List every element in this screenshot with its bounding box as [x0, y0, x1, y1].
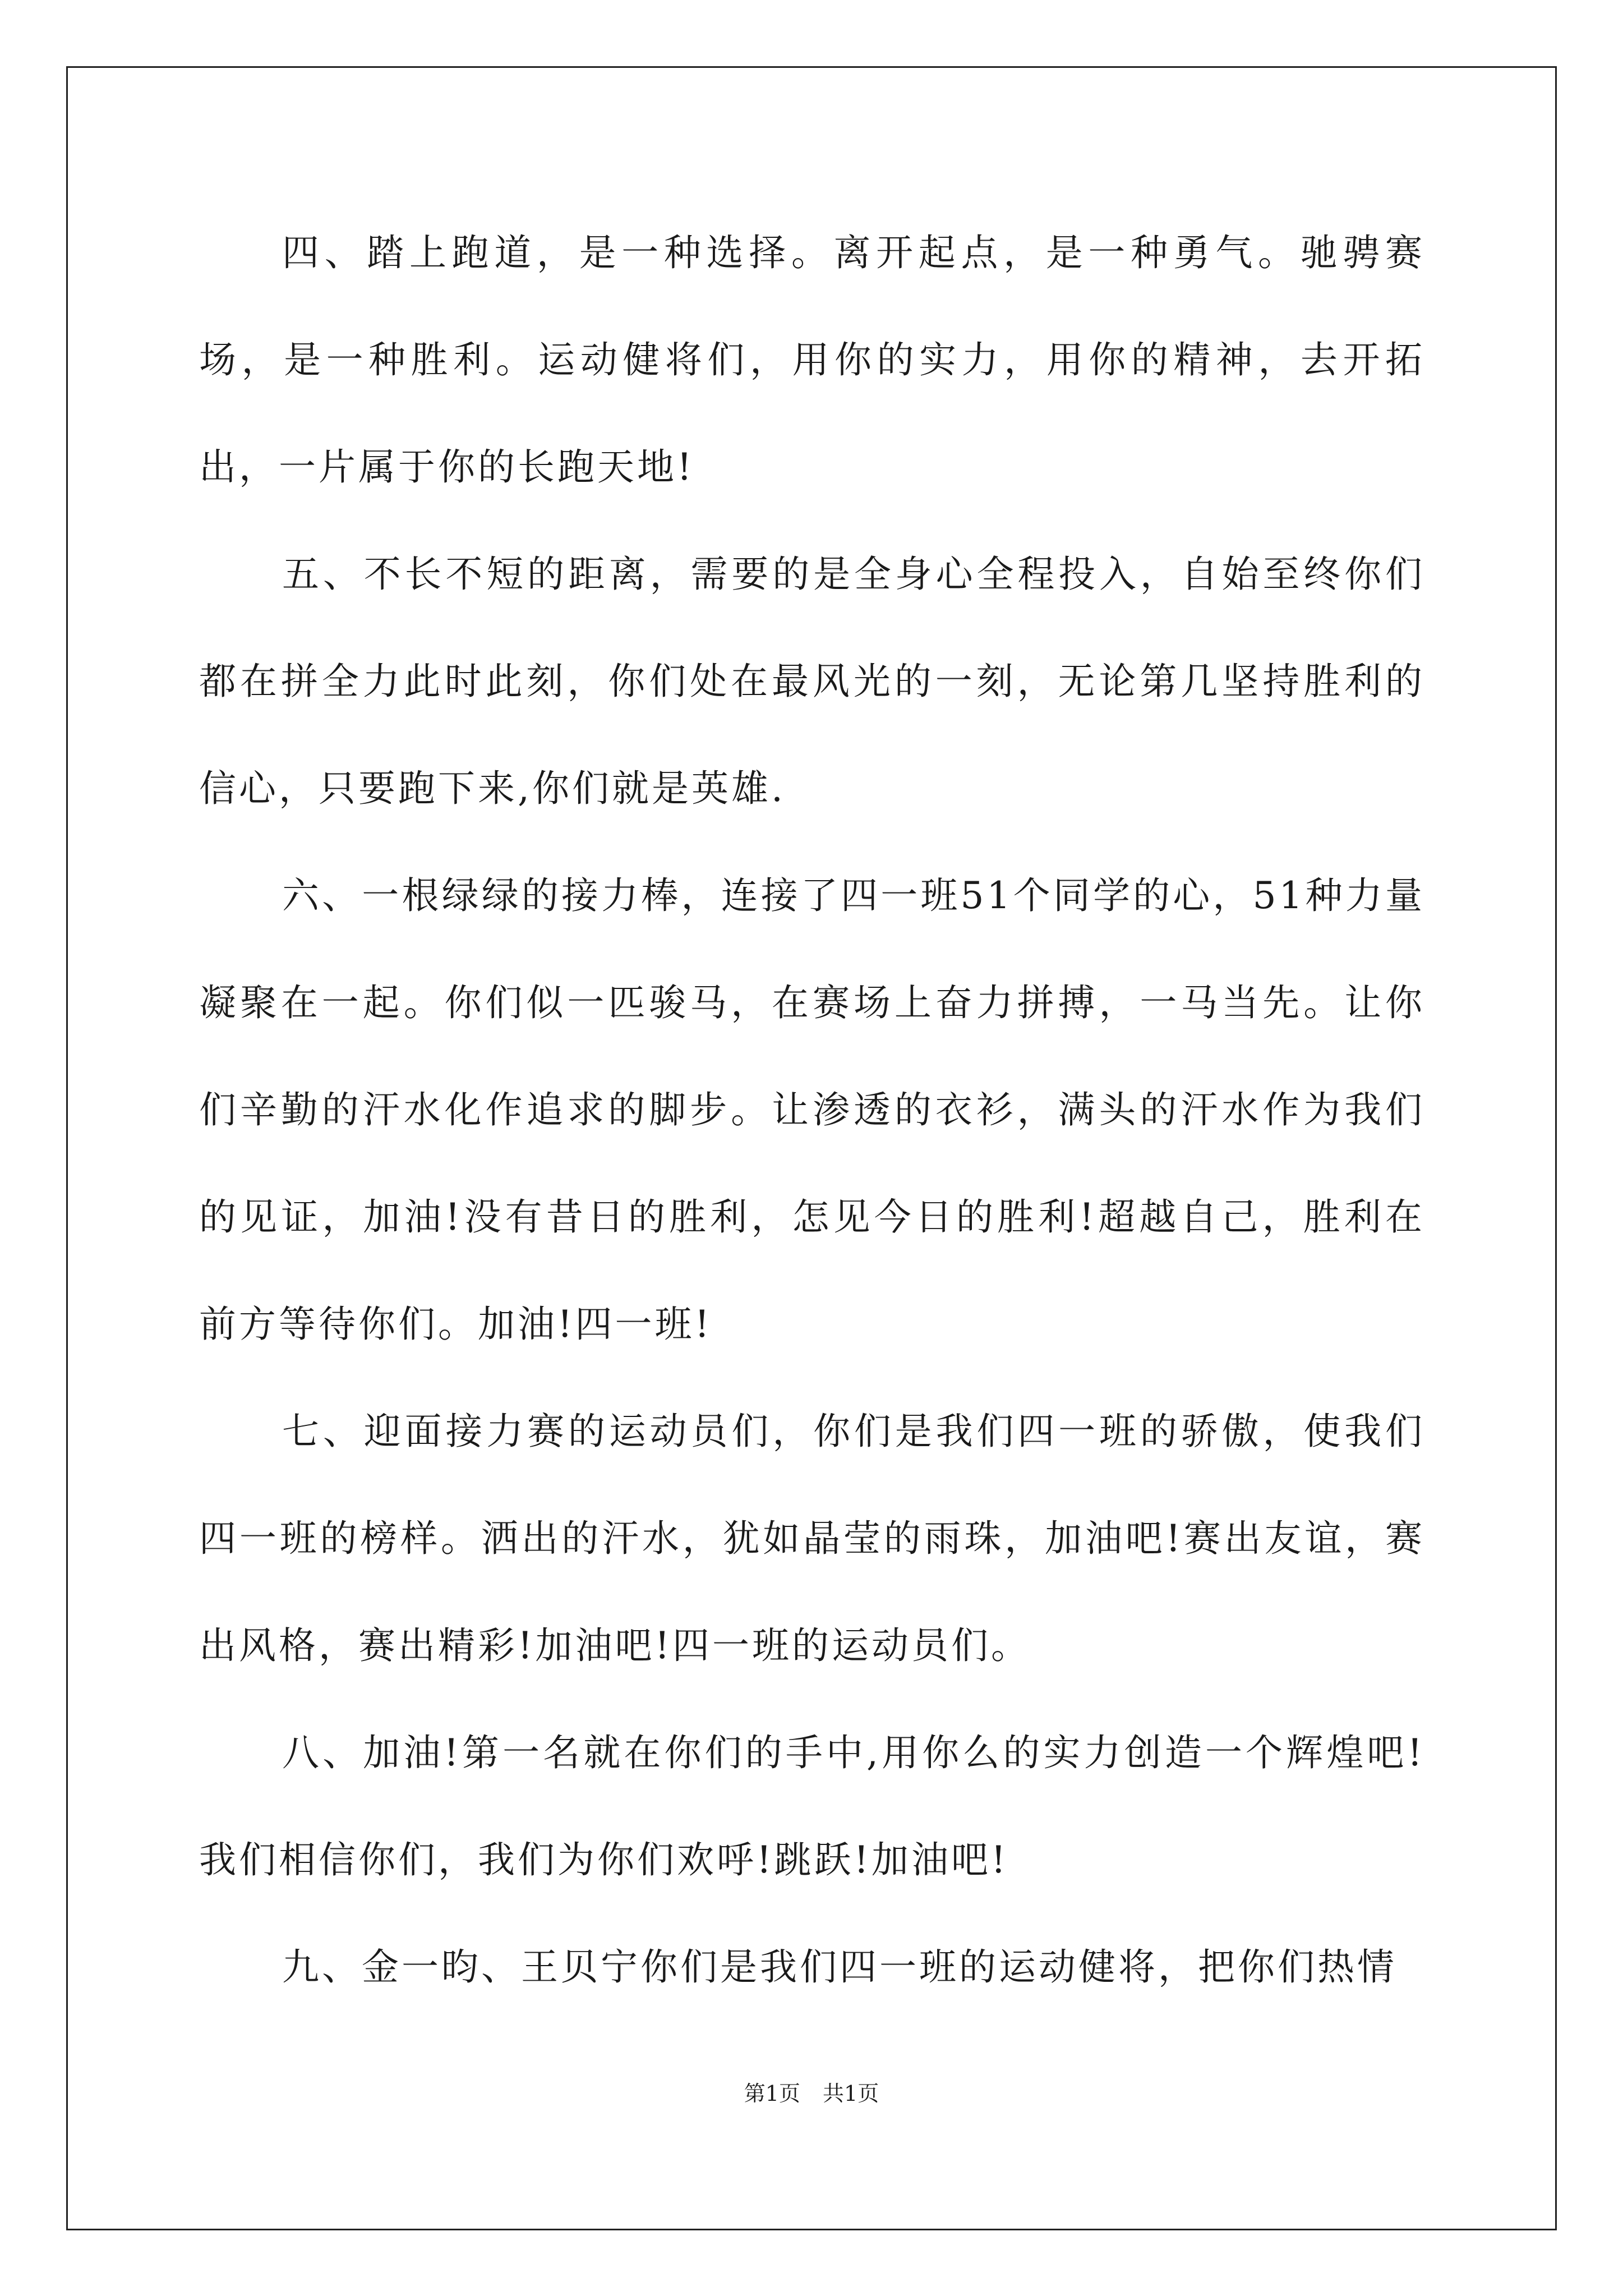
paragraph-4: 四、踏上跑道，是一种选择。离开起点，是一种勇气。驰骋赛场，是一种胜利。运动健将们，用你的实力，用你的精神，去开拓出，一片属于你的长跑天地!: [199, 231, 1425, 489]
page-total: 共1页: [823, 2081, 879, 2106]
paragraph-9: 九、金一昀、王贝宁你们是我们四一班的运动健将，把你们热情: [282, 1945, 1397, 1989]
page-number: 第1页: [744, 2081, 800, 2106]
paragraph-8: 八、加油!第一名就在你们的手中,用你么的实力创造一个辉煌吧!我们相信你们，我们为你们欢呼!跳跃!加油吧!: [199, 1731, 1425, 1881]
document-body: [199, 199, 1425, 2021]
paragraph-7: 七、迎面接力赛的运动员们，你们是我们四一班的骄傲，使我们四一班的榜样。洒出的汗水，犹如晶莹的雨珠，加油吧!赛出友谊，赛出风格，赛出精彩!加油吧!四一班的运动员们。: [199, 1410, 1425, 1667]
paragraph-6: 六、一根绿绿的接力棒，连接了四一班51个同学的心，51种力量凝聚在一起。你们似一匹骏马，在赛场上奋力拼搏，一马当先。让你们辛勤的汗水化作追求的脚步。让渗透的衣衫，满头的汗水作为我们的见证，加油!没有昔日的胜利，怎见今日的胜利!超越自己，胜利在前方等待你们。加油!四一班!: [199, 874, 1425, 1346]
paragraph-5: 五、不长不短的距离，需要的是全身心全程投入，自始至终你们都在拼全力此时此刻，你们处在最风光的一刻，无论第几坚持胜利的信心，只要跑下来,你们就是英雄.: [199, 553, 1425, 810]
page-footer: [0, 2079, 1623, 2108]
